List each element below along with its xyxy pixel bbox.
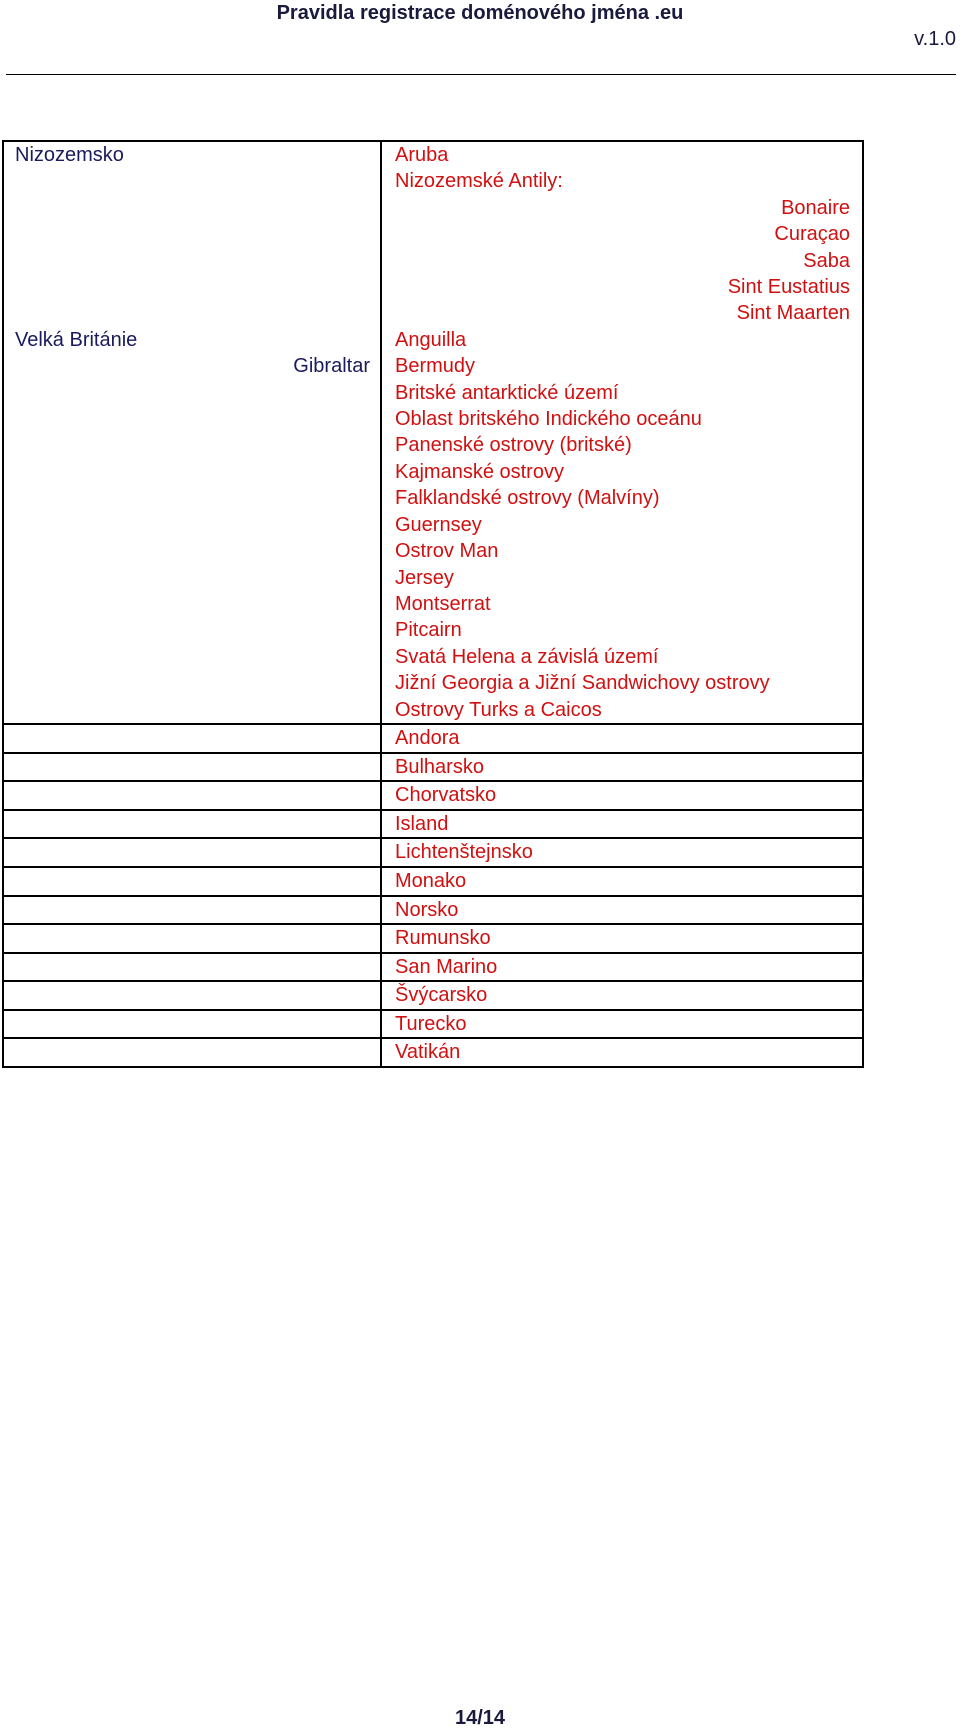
territory-item: Aruba — [395, 144, 449, 166]
territories-cell — [381, 924, 863, 953]
territory-item: Ostrov Man — [395, 540, 499, 563]
sub-territory-item: Saba — [803, 249, 850, 272]
territory-item: Jersey — [395, 566, 454, 589]
table-row — [3, 810, 863, 839]
territory-item: Montserrat — [395, 592, 491, 615]
territory-item: Britské antarktické území — [395, 381, 619, 404]
territory-item: Ostrovy Turks a Caicos — [395, 698, 602, 721]
territories-cell — [381, 867, 863, 896]
territory-table — [2, 140, 864, 1068]
table-row — [3, 781, 863, 810]
country-sub-name: Gibraltar — [293, 355, 370, 378]
table-row — [3, 953, 863, 982]
table-row — [3, 1038, 863, 1067]
country-cell — [3, 327, 381, 724]
territory-item: Panenské ostrovy (britské) — [395, 434, 632, 457]
territory-item: Jižní Georgia a Jižní Sandwichovy ostrovy — [395, 672, 770, 695]
territories-cell — [381, 981, 863, 1010]
territory-item: Chorvatsko — [395, 784, 497, 807]
table-row — [3, 1010, 863, 1039]
territory-item: Andora — [395, 726, 460, 749]
territories-cell — [381, 724, 863, 753]
territory-item: Guernsey — [395, 513, 482, 536]
territory-item: Svatá Helena a závislá území — [395, 645, 659, 668]
sub-territory-item: Curaçao — [774, 223, 850, 246]
territory-item: Švýcarsko — [395, 984, 488, 1007]
sub-territory-item: Sint Maarten — [736, 302, 850, 325]
country-name: Nizozemsko — [15, 144, 124, 166]
territory-item: Bermudy — [395, 355, 476, 378]
territory-item: Kajmanské ostrovy — [395, 460, 564, 483]
territory-item: Anguilla — [395, 328, 467, 351]
document-version: v.1.0 — [914, 28, 956, 50]
country-cell — [3, 141, 381, 327]
territories-cell — [381, 1010, 863, 1039]
country-cell — [3, 781, 381, 810]
table-row — [3, 924, 863, 953]
territory-item: Island — [395, 812, 449, 835]
country-cell — [3, 753, 381, 782]
territory-item: Bulharsko — [395, 755, 484, 778]
table-row — [3, 838, 863, 867]
territory-item: Pitcairn — [395, 619, 462, 642]
country-cell — [3, 981, 381, 1010]
country-cell — [3, 924, 381, 953]
territory-item: San Marino — [395, 955, 498, 978]
territories-cell — [381, 838, 863, 867]
table-row-netherlands — [3, 141, 863, 327]
territory-item: Vatikán — [395, 1041, 461, 1064]
territory-item: Turecko — [395, 1012, 467, 1035]
country-cell — [3, 1038, 381, 1067]
territory-item: Oblast britského Indického oceánu — [395, 408, 702, 431]
territory-item: Monako — [395, 869, 467, 892]
table-row — [3, 867, 863, 896]
territory-item: Lichtenštejnsko — [395, 841, 533, 864]
header-divider — [6, 74, 956, 75]
territory-item: Rumunsko — [395, 927, 491, 950]
territories-cell — [381, 810, 863, 839]
country-cell — [3, 810, 381, 839]
table-row — [3, 724, 863, 753]
country-cell — [3, 838, 381, 867]
country-cell — [3, 896, 381, 925]
territories-cell — [381, 327, 863, 724]
country-cell — [3, 867, 381, 896]
country-name: Velká Británie — [15, 328, 138, 351]
document-title: Pravidla registrace doménového jména .eu — [276, 2, 684, 24]
territories-cell — [381, 1038, 863, 1067]
table-row-great-britain — [3, 327, 863, 724]
territory-item: Norsko — [395, 898, 459, 921]
country-cell — [3, 953, 381, 982]
sub-territory-item: Bonaire — [781, 196, 850, 219]
table-row — [3, 753, 863, 782]
territories-cell — [381, 953, 863, 982]
table-row — [3, 981, 863, 1010]
page-number: 14/14 — [454, 1707, 506, 1729]
territories-cell — [381, 753, 863, 782]
sub-territory-item: Sint Eustatius — [727, 276, 850, 299]
territory-item: Nizozemské Antily: — [395, 170, 563, 193]
territories-cell — [381, 896, 863, 925]
territories-cell — [381, 781, 863, 810]
territories-cell — [381, 141, 863, 327]
table-row — [3, 896, 863, 925]
territory-item: Falklandské ostrovy (Malvíny) — [395, 487, 660, 510]
country-cell — [3, 724, 381, 753]
country-cell — [3, 1010, 381, 1039]
